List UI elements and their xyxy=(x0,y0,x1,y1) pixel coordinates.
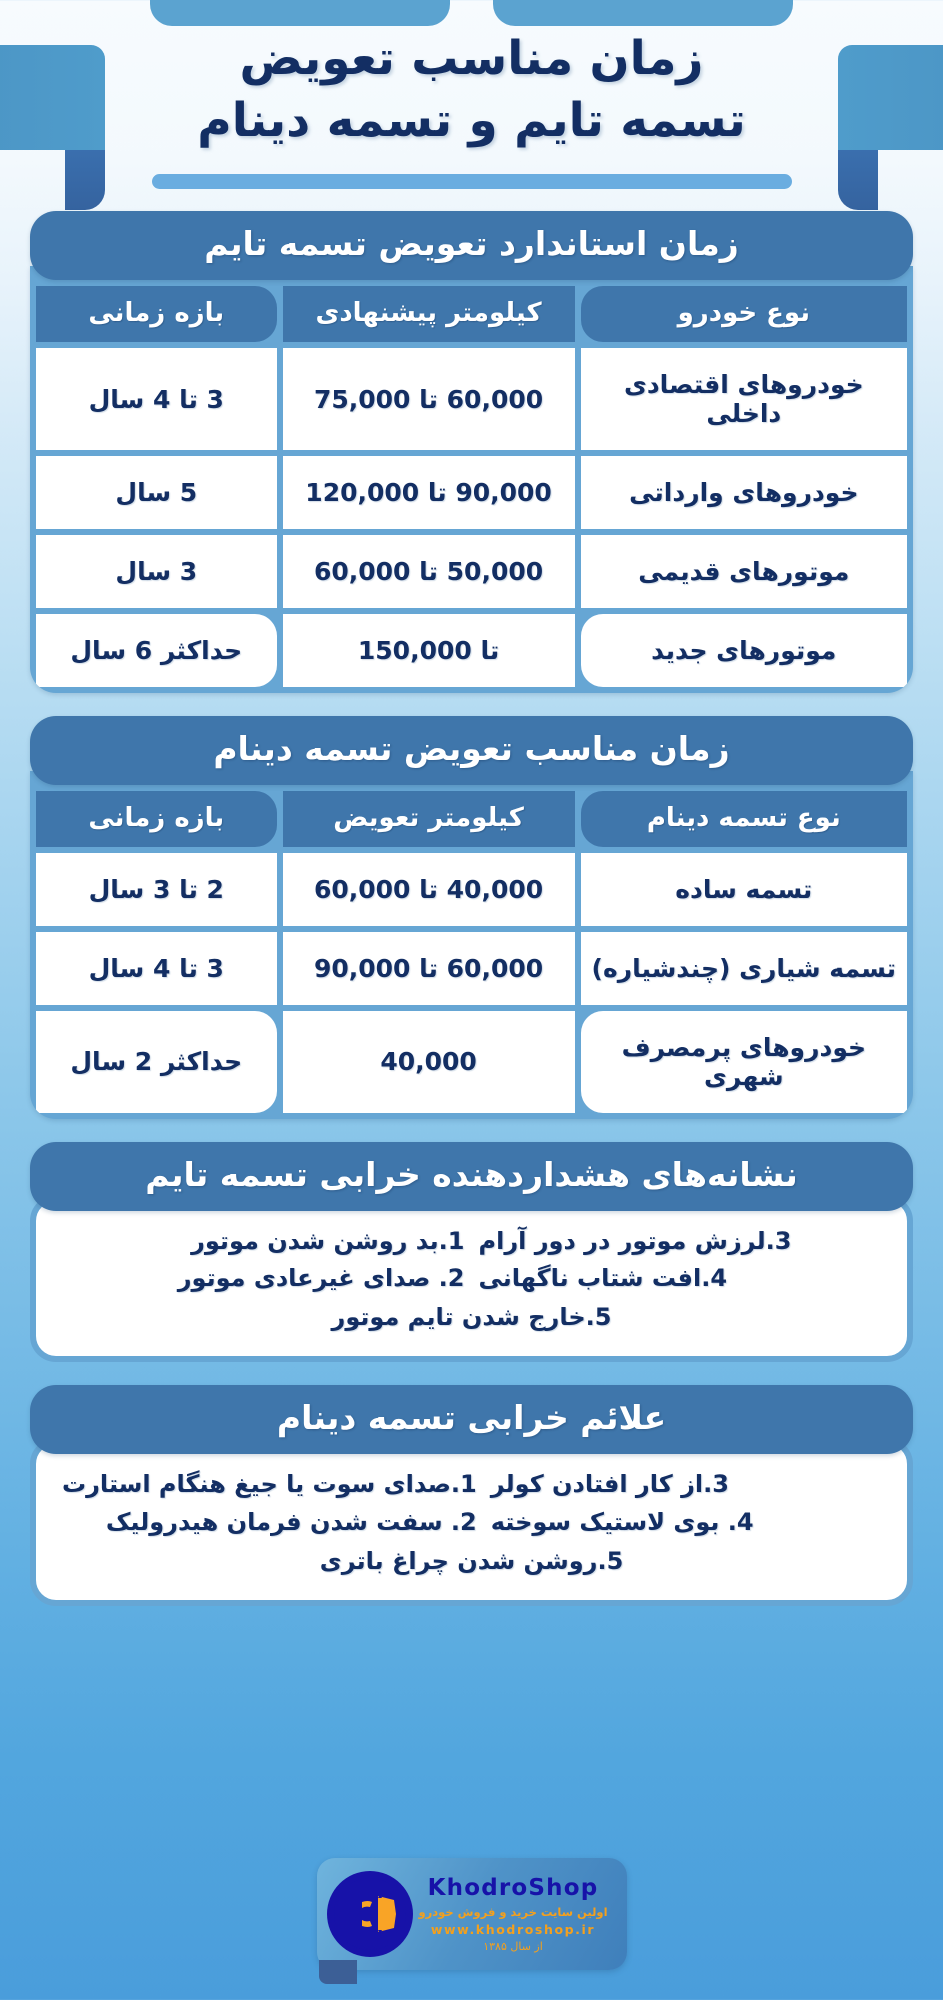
list-item: 3.از کار افتادن کولر xyxy=(490,1470,729,1499)
section1-heading: زمان استاندارد تعویض تسمه تایم xyxy=(30,211,913,280)
section-alternator-belt-standard xyxy=(30,716,913,1119)
cell-km: 50,000 تا 60,000 xyxy=(283,535,575,608)
section-timing-belt-standard xyxy=(30,211,913,693)
section1-table xyxy=(30,280,913,693)
section4-right-column xyxy=(62,1466,477,1540)
section4-left-column xyxy=(491,1466,881,1540)
column-header-time-range: بازه زمانی xyxy=(36,286,277,342)
section4-heading: علائم خرابی تسمه دینام xyxy=(30,1385,913,1454)
list-item: 2. سفت شدن فرمان هیدرولیک xyxy=(105,1507,477,1536)
column-header-vehicle-type: نوع خودرو xyxy=(581,286,907,342)
cell-km: 40,000 xyxy=(283,1011,575,1113)
cell-km: 60,000 تا 90,000 xyxy=(283,932,575,1005)
table-row xyxy=(36,456,907,529)
table-row xyxy=(36,614,907,687)
cell-km: 90,000 تا 120,000 xyxy=(283,456,575,529)
cell-vehicle-type: موتورهای جدید xyxy=(581,614,907,687)
cell-vehicle-type: خودروهای اقتصادی داخلی xyxy=(581,348,907,450)
car-icon xyxy=(327,1871,413,1957)
cell-vehicle-type: خودروهای وارداتی xyxy=(581,456,907,529)
cell-belt-type: تسمه ساده xyxy=(581,853,907,926)
section2-heading: زمان مناسب تعویض تسمه دینام xyxy=(30,716,913,785)
brand-logo[interactable] xyxy=(317,1858,627,1970)
cell-time: حداکثر 6 سال xyxy=(36,614,277,687)
brand-since: از سال ۱۳۸۵ xyxy=(483,1940,543,1953)
list-item: 1.بد روشن شدن موتور xyxy=(191,1226,465,1255)
page-title-line-1: زمان مناسب تعویض xyxy=(239,31,704,86)
brand-logo-text xyxy=(413,1875,616,1953)
list-item: 5.خارج شدن تایم موتور xyxy=(331,1303,612,1332)
section3-columns xyxy=(62,1223,881,1297)
cell-km: 60,000 تا 75,000 xyxy=(283,348,575,450)
section3-list-panel xyxy=(30,1195,913,1363)
cell-time: 3 تا 4 سال xyxy=(36,932,277,1005)
list-item: 2. صدای غیرعادی موتور xyxy=(177,1264,465,1293)
column-header-suggested-km: کیلومتر پیشنهادی xyxy=(283,286,575,342)
section2-table-wrap xyxy=(30,771,913,1119)
section3-left-column xyxy=(479,1223,882,1297)
section2-table xyxy=(30,785,913,1119)
cell-time: 3 تا 4 سال xyxy=(36,348,277,450)
section-alternator-belt-symptoms xyxy=(30,1385,913,1606)
column-header-change-km: کیلومتر تعویض xyxy=(283,791,575,847)
column-header-time-range: بازه زمانی xyxy=(36,791,277,847)
cell-time: حداکثر 2 سال xyxy=(36,1011,277,1113)
cell-time: 2 تا 3 سال xyxy=(36,853,277,926)
footer xyxy=(0,1828,943,2000)
cell-time: 5 سال xyxy=(36,456,277,529)
list-item: 3.لرزش موتور در دور آرام xyxy=(478,1226,792,1255)
brand-tagline: اولین سایت خرید و فروش خودرو xyxy=(418,1905,608,1919)
table-row xyxy=(36,1011,907,1113)
list-item: 1.صدای سوت یا جیغ هنگام استارت xyxy=(62,1470,477,1499)
table-header-row xyxy=(36,286,907,342)
section1-table-wrap xyxy=(30,266,913,693)
table-row xyxy=(36,932,907,1005)
table-header-row xyxy=(36,791,907,847)
cell-belt-type: خودروهای پرمصرف شهری xyxy=(581,1011,907,1113)
cell-time: 3 سال xyxy=(36,535,277,608)
page-title xyxy=(0,0,943,158)
brand-url: www.khodroshop.ir xyxy=(430,1922,596,1937)
list-item: 4.افت شتاب ناگهانی xyxy=(478,1264,728,1293)
section-timing-belt-symptoms xyxy=(30,1142,913,1363)
table-row xyxy=(36,348,907,450)
cell-km: 40,000 تا 60,000 xyxy=(283,853,575,926)
list-item: 4. بوی لاستیک سوخته xyxy=(490,1507,754,1536)
cell-km: تا 150,000 xyxy=(283,614,575,687)
brand-name: KhodroShop xyxy=(427,1875,599,1901)
list-item: 5.روشن شدن چراغ باتری xyxy=(319,1546,624,1575)
section4-list-panel xyxy=(30,1438,913,1606)
section4-columns xyxy=(62,1466,881,1540)
infographic-body xyxy=(0,189,943,1606)
cell-belt-type: تسمه شیاری (چندشیاره) xyxy=(581,932,907,1005)
cell-vehicle-type: موتورهای قدیمی xyxy=(581,535,907,608)
section3-right-column xyxy=(62,1223,465,1297)
table-row xyxy=(36,535,907,608)
page-title-line-2: تسمه تایم و تسمه دینام xyxy=(197,93,746,149)
title-underline xyxy=(152,174,792,189)
table-row xyxy=(36,853,907,926)
section3-heading: نشانه‌های هشداردهنده خرابی تسمه تایم xyxy=(30,1142,913,1211)
column-header-belt-type: نوع تسمه دینام xyxy=(581,791,907,847)
